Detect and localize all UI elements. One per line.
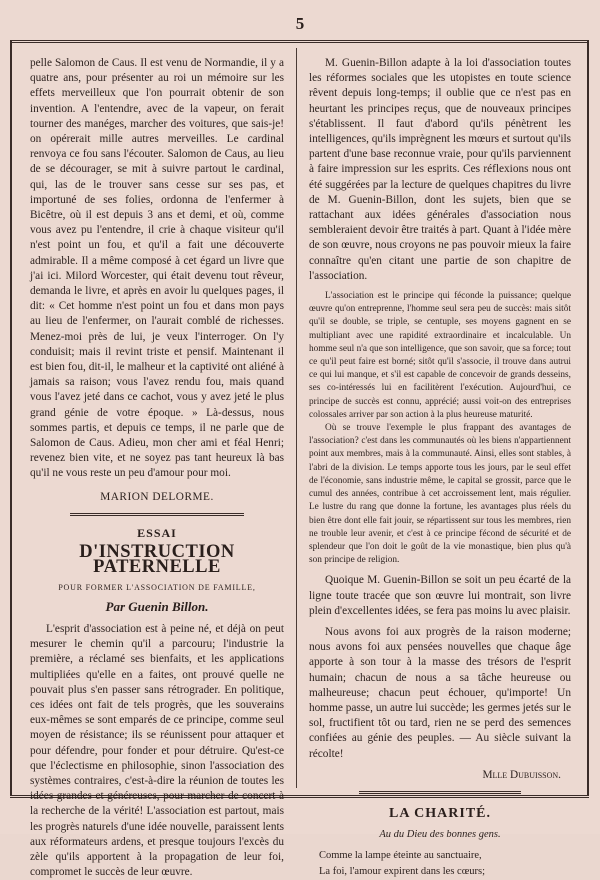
left-column	[30, 56, 284, 880]
article-intro-paragraph: L'esprit d'association est à peine né, et déjà on peut mesurer le chemin qu'il a parcouru; l'industrie la première, a réclamé ses bienfaits, et les applications multipliées qu'elle en a faites, ont prouvé quelle ne pouvait plus s'en passer sans rétrograder. En politique, ces idées ont fait de tels progrès, que les souverains eux-mêmes se sont emparés de ce principe, comme seul moyen de résistance; ils se réunissent pour attaquer et pour défendre, pour fonder et pour détruire. Qu'est-ce que l'éclectisme en philosophie, sinon l'association des systèmes contraires, c'est-à-dire la réunion de toutes les idées grandes et généreuses, pour marcher de concert à la recherche de la vérité! L'association est partout, mais les progrès naturels d'une idée nouvelle, paraissent lents aux réformateurs ardens, et presque toujours l'excès du zèle qu'ils apportent à la propagation de leur foi, compromet le succès de leur œuvre.	[30, 622, 284, 879]
review-conclusion: Quoique M. Guenin-Billon se soit un peu écarté de la ligne toute tracée que son œuvre lui montrait, son livre plein d'excellentes idées, se fera pas moins lu avec plaisir.	[309, 574, 571, 617]
poem-title: LA CHARITÉ.	[388, 805, 492, 821]
poem-line-2: La foi, l'amour expirent dans les cœurs;	[319, 866, 486, 878]
article-author: Par Guenin Billon.	[105, 598, 209, 614]
essai-label: ESSAI	[137, 525, 177, 540]
poem-dedication: Au du Dieu des bonnes gens.	[379, 829, 501, 841]
column-divider	[296, 48, 297, 788]
article-subtitle: POUR FORMER L'ASSOCIATION DE FAMILLE,	[58, 582, 256, 592]
review-signature: Mlle Dubuisson.	[482, 768, 561, 781]
letter-continuation: pelle Salomon de Caus. Il est venu de Normandie, il y a quatre ans, pour présenter au roi un mémoire sur les effets merveilleux que l'on pourrait obtenir de son invention. A l'entendre, avec de la vapeur, on ferait tourner des manéges, marcher des voitures, que sais-je! on opérerait mille autres merveilles. Le cardinal renvoya ce fou sans l'écouter. Salomon de Caus, au lieu de se décourager, se mit à suivre partout le cardinal, qui, las de le trouver sans cesse sur ses pas, et importuné de ses folies, ordonna de l'enfermer à Bicêtre, où il est depuis 3 ans et demi, et où, comme vous avez pu l'entendre, il crie à chaque visiteur qu'il n'est point un fou, et qu'il a fait une découverte admirable. Il a même composé à cet égard un livre que j'ai ici. Milord Worcester, qui était devenu tout rêveur, demanda le livre, et après en avoir lu quelques pages, il dit: « Cet homme n'est point un fou et dans mon pays au lieu de l'enfermer, on l'aurait comblé de richesses. Menez-moi près de lui, je veux l'interroger. On l'y conduisit; mais il revint triste et pensif. Maintenant il est bien fou, dit-il, le malheur et la captivité ont aliéné à jamais sa raison; vous l'avez rendu fou, mais quand vous l'avez jeté dans ce cachot, vous y avez jeté le plus grand génie de votre époque. » Là-dessus, nous sommes partis, et depuis ce temps, il ne parle que de Salomon de Caus. Adieu, mon cher ami et féal Henri; revenez bien vite, et ne soyez pas tant heureux là bas qu'il ne vous reste un peu d'amour pour moi.	[30, 57, 284, 480]
poem-line-1: Comme la lampe éteinte au sanctuaire,	[319, 850, 482, 862]
letter-signature: MARION DELORME.	[100, 490, 214, 503]
quotation-paragraph-1: L'association est le principe qui féconde la puissance; quelque œuvre qu'on entreprenne, l'homme seul sera peu de succès: mais sitôt qu'il se double, se triple, se centuple, ses moyens gagnent en se multipliant avec une rapidité extraordinaire et incalculable. Un homme seul n'a que son intelligence, que son savoir, que sa force; tout ce qu'il peut faire est borné; sitôt qu'il s'associe, il trouve dans autrui ce qui lui manque, et s'il est capable de concevoir de grands desseins, ses co-intéressés lui en facilitèrent l'exécution. Aujourd'hui, ce principe de succès est connu, apprécié; aussi voit-on des entreprises colossales arriver par son action à la plus heureuse maturité.	[309, 291, 571, 420]
right-column	[309, 56, 571, 880]
page-number: 5	[295, 14, 305, 33]
frame-left-border	[10, 40, 12, 795]
article-title: D'INSTRUCTION PATERNELLE	[79, 542, 235, 578]
quotation-paragraph-2: Où se trouve l'exemple le plus frappant des avantages de l'association? c'est dans les communautés où les biens n'appartiennent point aux membres, mais à la communauté. Ainsi, elles sont stables, à l'abri de la division. Le temps apporte tous les jours, par le seul effet de l'économie, sans industrie même, le capital se grossit, parce que le cumul des années, contribue à cet accroissement lent, mais régulier. Le lustre du rang que donne la fortune, les avantages plus réels du bien être dont elle fait jouir, se répartissent sur tous les membres, rien ne trouble leur avenir, et c'est à ce principe fécond de sécurité et de splendeur que l'on doit le goût de la vie monastique, bien plus qu'à son principe de religion.	[309, 423, 571, 566]
closing-paragraph: Nous avons foi aux progrès de la raison moderne; nous avons foi aux pensées nouvelles que chaque âge apporte à son tour à la masse des trésors de l'esprit humain; chacun de nous a sa tâche heureuse ou malheureuse; chacun peut échouer, qu'importe! Un homme passe, un autre lui succède; les germes jetés sur le sol, fructifient tôt ou tard, rien ne se perd des semences confiées au génie des peuples. — Au siècle suivant la récolte!	[309, 625, 571, 760]
poem-rule	[359, 791, 521, 794]
frame-right-border	[587, 40, 589, 795]
section-rule	[70, 513, 244, 516]
review-paragraph: M. Guenin-Billon adapte à la loi d'association toutes les réformes sociales que les utopistes en toute science rêvent depuis long-temps; il oublie que ce n'est pas en heurtant les principes reçus, que de nouveaux principes s'établissent. Il faut d'abord qu'ils pénètrent les intelligences, qu'ils imprègnent les mœurs et surtout qu'ils partent d'une base reconnue vraie, pour qu'ils parviennent à faire impression sur les esprits. Ces réflexions nous ont été suggérées par la lecture de quelques chapitres du livre de M. Guenin-Billon, dont les sujets, bien que se rattachant aux idées générales d'association nous sembleraient devoir être traités à part. Quant à l'idée mère de son œuvre, nous croyons ne pas pouvoir mieux la faire connaître qu'en citant une partie de son chapitre de l'association.	[309, 57, 571, 282]
